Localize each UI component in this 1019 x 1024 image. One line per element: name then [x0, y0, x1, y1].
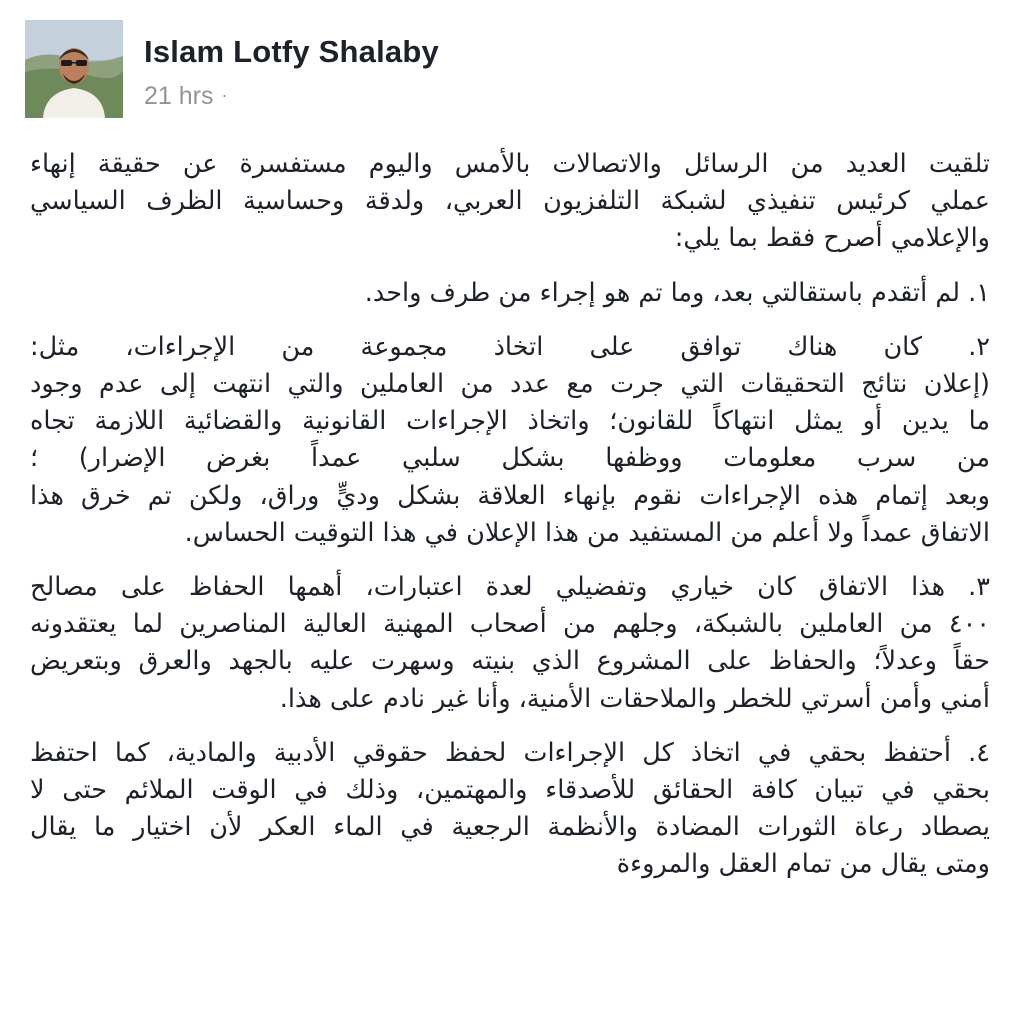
- post-body: [30, 146, 990, 901]
- post-text-line: ١. لم أتقدم باستقالتي بعد، وما تم هو إجراء من طرف واحد.: [364, 277, 990, 308]
- post-text-line: ومتى يقال من تمام العقل والمروءة: [616, 849, 990, 880]
- post-text-line: الاتفاق عمداً ولا أعلم من المستفيد من هذا الإعلان في هذا التوقيت الحساس.: [184, 517, 990, 548]
- post-text-line: عملي كرئيس تنفيذي لشبكة التلفزيون العربي، ولدقة وحساسية الظرف السياسي: [30, 186, 990, 217]
- post-text-line: ٢. كان هناك توافق على اتخاذ مجموعة من الإجراءات، مثل:: [30, 331, 990, 362]
- post-text-line: ٣. هذا الاتفاق كان خياري وتفضيلي لعدة اعتبارات، أهمها الحفاظ على مصالح: [30, 572, 990, 603]
- meta-separator: ·: [221, 85, 228, 105]
- post-paragraph: [30, 569, 990, 718]
- avatar-photo: [25, 20, 123, 118]
- post-text-line: أمني وأمن أسرتي للخطر والملاحقات الأمنية، وأنا غير نادم على هذا.: [279, 683, 990, 714]
- post-text-line: حقاً وعدلاً؛ والحفاظ على المشروع الذي بنيته وسهرت عليه بالجهد والعرق وبتعريض: [30, 646, 990, 677]
- post-text-line: ما يدين أو يمثل انتهاكاً للقانون؛ واتخاذ الإجراءات القانونية والقضائية اللازمة تجاه: [30, 406, 990, 437]
- author-avatar[interactable]: [25, 20, 123, 118]
- post-text-line: (إعلان نتائج التحقيقات التي جرت مع عدد من العاملين والتي انتهت إلى عدم وجود: [30, 369, 990, 400]
- post-paragraph: [30, 735, 990, 884]
- post-paragraph: [30, 275, 990, 312]
- author-name[interactable]: Islam Lotfy Shalaby: [144, 34, 439, 69]
- post-text-line: ٤٠٠ من العاملين بالشبكة، وجلهم من أصحاب المهنية العالية المناصرين لما يعتقدونه: [30, 609, 990, 640]
- post-header: [25, 20, 985, 120]
- post-text-line: بحقي في تبيان كافة الحقائق للأصدقاء والمهتمين، وذلك في الوقت الملائم حتى لا: [30, 775, 990, 806]
- post-text-line: يصطاد رعاة الثورات المضادة والأنظمة الرجعية في الماء العكر لأن اختيار ما يقال: [30, 812, 990, 843]
- post-paragraph: [30, 146, 990, 258]
- post-meta: [144, 82, 227, 111]
- post-text-line: من سرب معلومات ووظفها بشكل سلبي عمداً بغرض الإضرار) ؛: [30, 443, 990, 474]
- post-text-line: تلقيت العديد من الرسائل والاتصالات بالأمس واليوم مستفسرة عن حقيقة إنهاء: [30, 149, 990, 179]
- post-text-line: وبعد إتمام هذه الإجراءات نقوم بإنهاء العلاقة بشكل وديٍّ وراق، ولكن تم خرق هذا: [30, 480, 990, 511]
- post-text-line: والإعلامي أصرح فقط بما يلي:: [674, 223, 990, 254]
- post-paragraph: [30, 329, 990, 552]
- post-text-line: ٤. أحتفظ بحقي في اتخاذ كل الإجراءات لحفظ حقوقي الأدبية والمادية، كما احتفظ: [30, 737, 990, 768]
- post-timestamp[interactable]: 21 hrs: [144, 82, 214, 110]
